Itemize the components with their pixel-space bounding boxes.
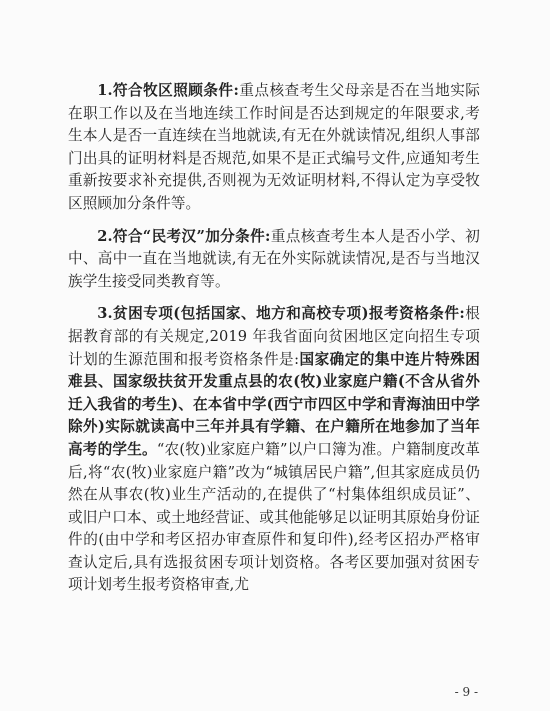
paragraph-3-bold-span: 国家确定的集中连片特殊困难县、国家级扶贫开发重点县的农(牧)业家庭户籍(不含从省外迁入我省的考生)、在本省中学(西宁市四区中学和青海油田中学除外)实际就读高中三年并具有学籍、在户籍所在地参加了当年高考的学生。 — [68, 350, 480, 458]
paragraph-3-heading: 3.贫困专项(包括国家、地方和高校专项)报考资格条件: — [97, 305, 465, 323]
paragraph-2 — [68, 226, 480, 294]
paragraph-1-body: 重点核查考生父母亲是否在当地实际在职工作以及在当地连续工作时间是否达到规定的年限要求,考生本人是否一直连续在当地就读,有无在外就读情况,组织人事部门出具的证明材料是否规范,如果不是正式编号文件,应通知考生重新按要求补充提供,否则视为无效证明材料,不得认定为享受牧区照顾加分条件等。 — [68, 82, 480, 212]
paragraph-2-heading: 2.符合“民考汉”加分条件: — [97, 227, 271, 245]
paragraph-1-heading: 1.符合牧区照顾条件: — [97, 82, 239, 99]
paragraph-3-body-pre: 根据教育部的有关规定,2019 年我省面向贫困地区定向招生专项计划的生源范围和报考资格条件是: — [68, 305, 480, 368]
page-number: - 9 - — [454, 685, 478, 699]
document-body — [68, 80, 480, 607]
paragraph-3 — [68, 303, 480, 597]
paragraph-3-body-post: “农(牧)业家庭户籍”以户口簿为准。户籍制度改革后,将“农(牧)业家庭户籍”改为“城镇居民户籍”,但其家庭成员仍然在从事农(牧)业生产活动的,在提供了“村集体组织成员证”、或旧户口本、或土地经营证、或其他能够足以证明其原始身份证件的(由中学和考区招办审查原件和复印件),经考区招办严格审查认定后,具有选报贫困专项计划资格。各考区要加强对贫困专项计划考生报考资格审查,尤 — [68, 440, 480, 594]
paragraph-1 — [68, 80, 480, 216]
paragraph-2-body: 重点核查考生本人是否小学、初中、高中一直在当地就读,有无在外实际就读情况,是否与当地汉族学生接受同类教育等。 — [68, 227, 480, 290]
